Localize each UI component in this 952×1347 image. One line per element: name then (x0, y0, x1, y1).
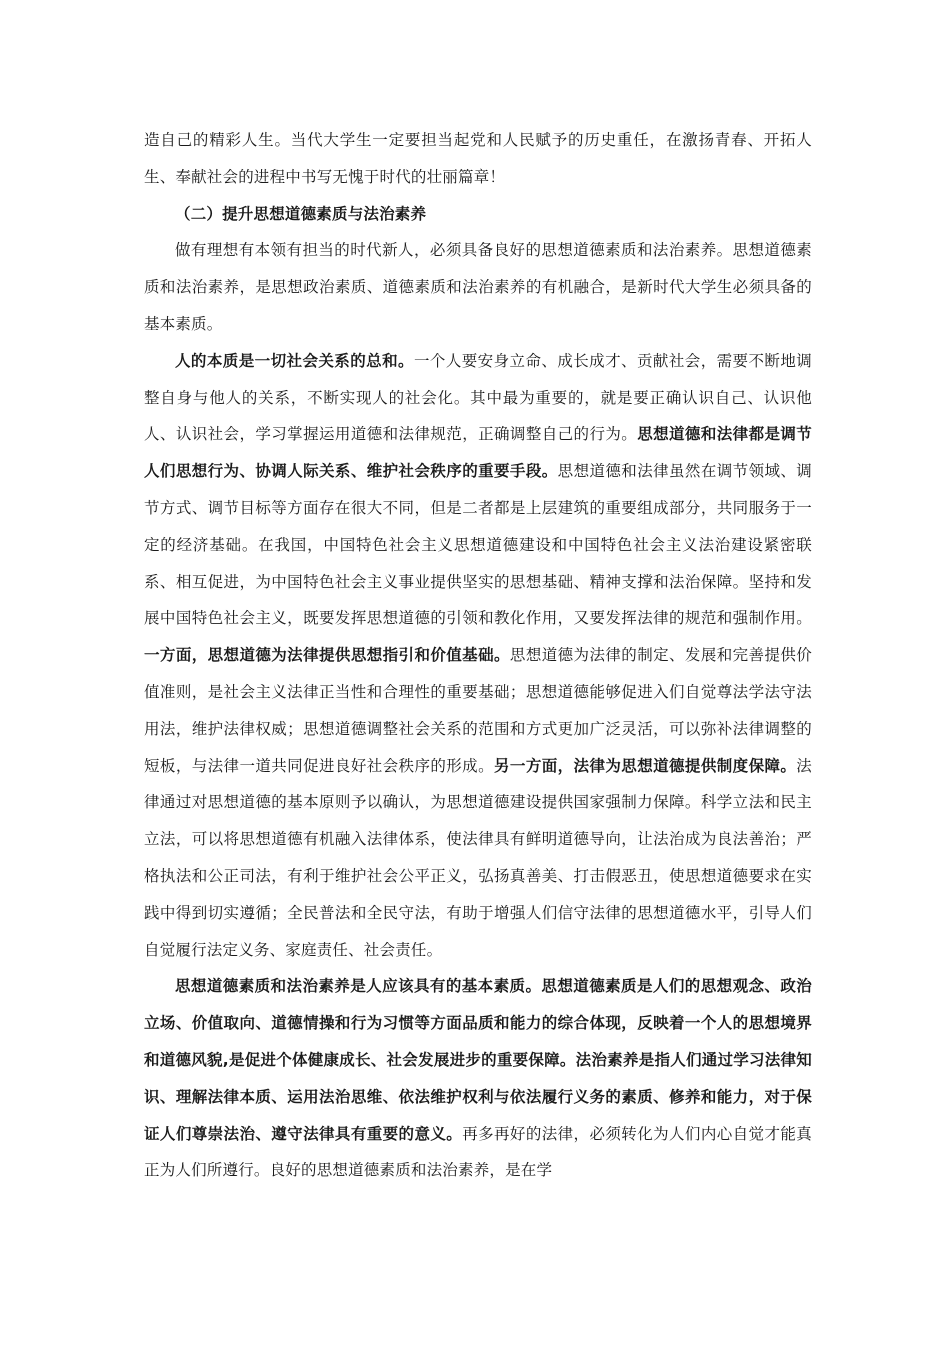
bold-key-sentence: 另一方面，法律为思想道德提供制度保障。 (494, 756, 797, 775)
paragraph-basic-qualities (144, 968, 812, 1189)
text-segment: 思想道德为法律的制定、发展和完善提供价值准则，是社会主义法律正当性和合理性的重要基础；思想道德能够促进入们自觉尊法学法守法用法，维护法律权威；思想道德调整社会关系的范围和方式更加广泛灵活，可以弥补法律调整的短板，与法律一道共同促进良好社会秩序的形成。 (144, 646, 812, 775)
section-heading-text: （二）提升思想道德素质与法治素养 (175, 204, 427, 223)
bold-key-sentence: 思想道德素质和法治素养是人应该具有的基本素质。思想道德素质是人们的思想观念、政治立场、价值取向、道德情操和行为习惯等方面品质和能力的综合体现，反映着一个人的思想境界和道德风貌,是促进个体健康成长、社会发展进步的重要保障。法治素养是指人们通过学习法律知识、理解法律本质、运用法治思维、依法维护权利与依法履行义务的素质、修养和能力，对于保证人们尊崇法治、遵守法律具有重要的意义。 (144, 977, 812, 1143)
text-segment: 做有理想有本领有担当的时代新人，必须具备良好的思想道德素质和法治素养。思想道德素质和法治素养，是思想政治素质、道德素质和法治素养的有机融合，是新时代大学生必须具备的基本素质。 (144, 241, 812, 333)
bold-key-sentence: 思想道德和法律都是调节人们思想行为、协调人际关系、维护社会秩序的重要手段。 (144, 425, 813, 481)
document-page (144, 122, 812, 1189)
text-segment: 思想道德和法律虽然在调节领域、调节方式、调节目标等方面存在很大不同，但是二者都是上层建筑的重要组成部分，共同服务于一定的经济基础。在我国，中国特色社会主义思想道德建设和中国特色社会主义法治建设紧密联系、相互促进，为中国特色社会主义事业提供坚实的思想基础、精神支撑和法治保障。坚持和发展中国特色社会主义，既要发挥思想道德的引领和教化作用，又要发挥法律的规范和强制作用。 (144, 462, 813, 628)
bold-key-sentence: 人的本质是一切社会关系的总和。 (175, 351, 414, 370)
bold-key-sentence: 一方面，思想道德为法律提供思想指引和价值基础。 (144, 646, 510, 665)
text-segment: 法律通过对思想道德的基本原则予以确认，为思想道德建设提供国家强制力保障。科学立法和民主立法，可以将思想道德有机融入法律体系，使法律具有鲜明道德导向，让法治成为良法善治；严格执法和公正司法，有利于维护社会公平正义，弘扬真善美、打击假恶丑，使思想道德要求在实践中得到切实遵循；全民普法和全民守法，有助于增强人们信守法律的思想道德水平，引导人们自觉履行法定义务、家庭责任、社会责任。 (144, 756, 812, 959)
text-segment: 一个人要安身立命、成长成才、贡献社会，需要不断地调整自身与他人的关系，不断实现人的社会化。其中最为重要的，就是要正确认识自己、认识他人、认识社会，学习掌握运用道德和法律规范，正确调整自己的行为。 (144, 351, 812, 444)
text-segment: 再多再好的法律，必须转化为人们内心自觉才能真正为人们所遵行。良好的思想道德素质和法治素养，是在学 (144, 1124, 812, 1180)
paragraph-continuation (144, 122, 812, 196)
text-segment: 造自己的精彩人生。当代大学生一定要担当起党和人民赋予的历史重任，在激扬青春、开拓人生、奉献社会的进程中书写无愧于时代的壮丽篇章！ (144, 131, 812, 186)
section-heading (144, 196, 812, 233)
paragraph-intro (144, 232, 812, 342)
paragraph-human-essence (144, 343, 812, 969)
